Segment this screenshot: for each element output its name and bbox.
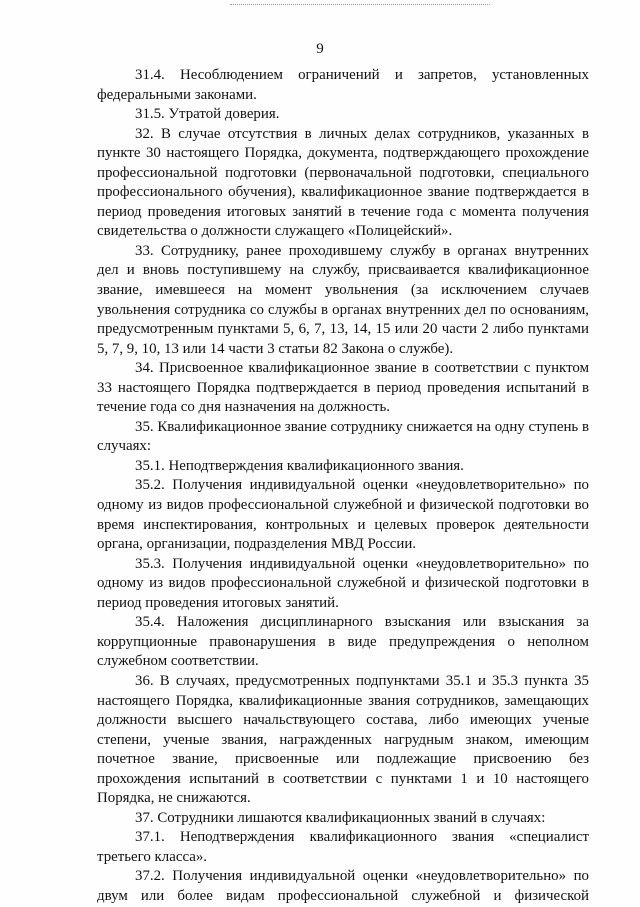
paragraph-35: 35. Квалификационное звание сотруднику снижается на одну ступень в случаях:: [97, 418, 589, 455]
document-body: [97, 66, 589, 907]
top-scan-line: [230, 4, 490, 5]
paragraph-35-2: 35.2. Получения индивидуальной оценки «неудовлетворительно» по одному из видов профессиональной служебной и физической подготовки во время инспектирования, контрольных и целевых проверок деятельности органа, организации, подразделения МВД России.: [97, 477, 589, 553]
paragraph-32: 32. В случае отсутствия в личных делах сотрудников, указанных в пункте 30 настоящего Порядка, документа, подтверждающего прохождение профессиональной подготовки (первоначальной подготовки, специального профессионального обучения), квалификационное звание подтверждается в период проведения итоговых занятий в течение года с момента получения свидетельства о должности служащего «Полицейский».: [97, 125, 589, 240]
paragraph-35-4: 35.4. Наложения дисциплинарного взыскания или взыскания за коррупционные правонарушения в виде предупреждения о неполном служебном соответствии.: [97, 614, 589, 670]
paragraph-36: 36. В случаях, предусмотренных подпунктами 35.1 и 35.3 пункта 35 настоящего Порядка, квалификационные звания сотрудников, замещающих должности высшего начальствующего состава, либо имеющих ученые степени, ученые звания, награжденных нагрудным знаком, имеющим почетное звание, присвоенные или подлежащие присвоению без прохождения испытаний в соответствии с пунктами 1 и 10 настоящего Порядка, не снижаются.: [97, 672, 589, 807]
paragraph-31-4: 31.4. Несоблюдением ограничений и запретов, установленных федеральными законами.: [97, 67, 589, 103]
page-number: 9: [316, 41, 324, 57]
paragraph-33: 33. Сотруднику, ранее проходившему службу в органах внутренних дел и вновь поступившему на службу, присваивается квалификационное звание, имевшееся на момент увольнения (за исключением случаев увольнения сотрудника со службы в органах внутренних дел по основаниям, предусмотренным пунктами 5, 6, 7, 13, 14, 15 или 20 части 2 либо пунктами 5, 7, 9, 10, 13 или 14 части 3 статьи 82 Закона о службе).: [97, 242, 589, 357]
paragraph-37-2: 37.2. Получения индивидуальной оценки «неудовлетворительно» по двум или более видам профессиональной служебной и физической: [97, 868, 589, 904]
paragraph-31-5: 31.5. Утратой доверия.: [135, 106, 280, 123]
paragraph-35-3: 35.3. Получения индивидуальной оценки «неудовлетворительно» по одному из видов профессиональной служебной и физической подготовки в период проведения итоговых занятий.: [97, 555, 589, 611]
paragraph-37: 37. Сотрудники лишаются квалификационных званий в случаях:: [135, 809, 546, 826]
paragraph-35-1: 35.1. Неподтверждения квалификационного звания.: [135, 457, 464, 474]
paragraph-37-1: 37.1. Неподтверждения квалификационного звания «специалист третьего класса».: [97, 829, 589, 865]
paragraph-34: 34. Присвоенное квалификационное звание в соответствии с пунктом 33 настоящего Порядка подтверждается в период проведения испытаний в течение года со дня назначения на должность.: [97, 360, 589, 416]
